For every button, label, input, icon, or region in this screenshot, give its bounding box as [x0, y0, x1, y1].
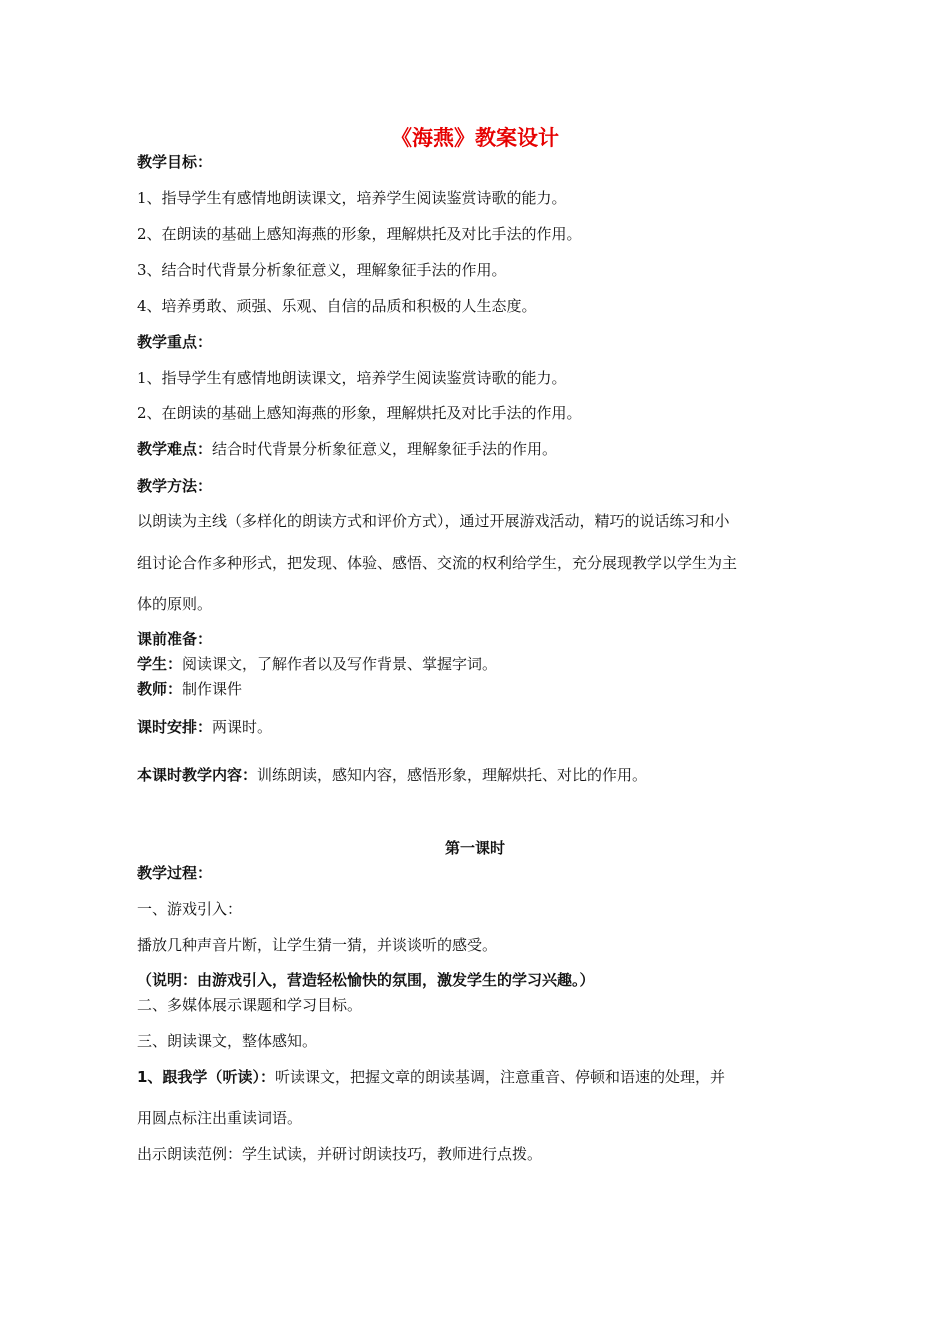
process-step: 三、朗读课文，整体感知。 [137, 1032, 318, 1050]
example-text: 出示朗读范例：学生试读，并研讨朗读技巧，教师进行点拨。 [137, 1145, 543, 1163]
process-heading: 教学过程： [137, 864, 213, 882]
difficulty-line [137, 439, 557, 459]
objective-item: 3、结合时代背景分析象征意义，理解象征手法的作用。 [137, 261, 507, 279]
process-text: 播放几种声音片断，让学生猜一猜，并谈谈听的感受。 [137, 936, 498, 954]
content-label: 本课时教学内容： [137, 766, 258, 784]
objective-item: 2、在朗读的基础上感知海燕的形象，理解烘托及对比手法的作用。 [137, 225, 582, 243]
objectives-heading: 教学目标： [137, 153, 213, 171]
difficulty-text: 结合时代背景分析象征意义，理解象征手法的作用。 [212, 440, 558, 458]
teacher-prep-line [137, 679, 242, 699]
key-point-item: 1、指导学生有感情地朗读课文，培养学生阅读鉴赏诗歌的能力。 [137, 369, 567, 387]
student-text: 阅读课文，了解作者以及写作背景、掌握字词。 [182, 655, 498, 673]
content-line [137, 765, 647, 785]
sub-step-text-continued: 用圆点标注出重读词语。 [137, 1109, 303, 1127]
sub-step-text: 听读课文，把握文章的朗读基调，注意重音、停顿和语速的处理，并 [274, 1068, 725, 1086]
teacher-text: 制作课件 [182, 680, 243, 698]
objective-item: 4、培养勇敢、顽强、乐观、自信的品质和积极的人生态度。 [137, 297, 537, 315]
difficulty-label: 教学难点： [137, 440, 213, 458]
teacher-label: 教师： [137, 680, 183, 698]
objective-item: 1、指导学生有感情地朗读课文，培养学生阅读鉴赏诗歌的能力。 [137, 189, 567, 207]
key-points-heading: 教学重点： [137, 333, 213, 351]
content-text: 训练朗读，感知内容，感悟形象，理解烘托、对比的作用。 [257, 766, 648, 784]
document-title: 《海燕》教案设计 [391, 126, 559, 150]
student-prep-line [137, 654, 497, 674]
process-step: 一、游戏引入： [137, 900, 243, 918]
process-step: 二、多媒体展示课题和学习目标。 [137, 996, 363, 1014]
sub-step-line [137, 1067, 725, 1087]
schedule-label: 课时安排： [137, 718, 213, 736]
schedule-line [137, 717, 272, 737]
preparation-heading: 课前准备： [137, 630, 213, 648]
method-line: 组讨论合作多种形式，把发现、体验、感悟、交流的权利给学生，充分展现教学以学生为主 [137, 554, 738, 572]
method-line: 以朗读为主线（多样化的朗读方式和评价方式），通过开展游戏活动，精巧的说话练习和小 [137, 512, 730, 530]
student-label: 学生： [137, 655, 183, 673]
schedule-text: 两课时。 [212, 718, 273, 736]
method-heading: 教学方法： [137, 477, 213, 495]
lesson-title: 第一课时 [444, 839, 505, 857]
process-note: （说明：由游戏引入，营造轻松愉快的氛围，激发学生的学习兴趣。） [137, 971, 595, 989]
sub-step-label: 1、跟我学（听读）： [137, 1068, 275, 1086]
method-line: 体的原则。 [137, 595, 213, 613]
key-point-item: 2、在朗读的基础上感知海燕的形象，理解烘托及对比手法的作用。 [137, 404, 582, 422]
